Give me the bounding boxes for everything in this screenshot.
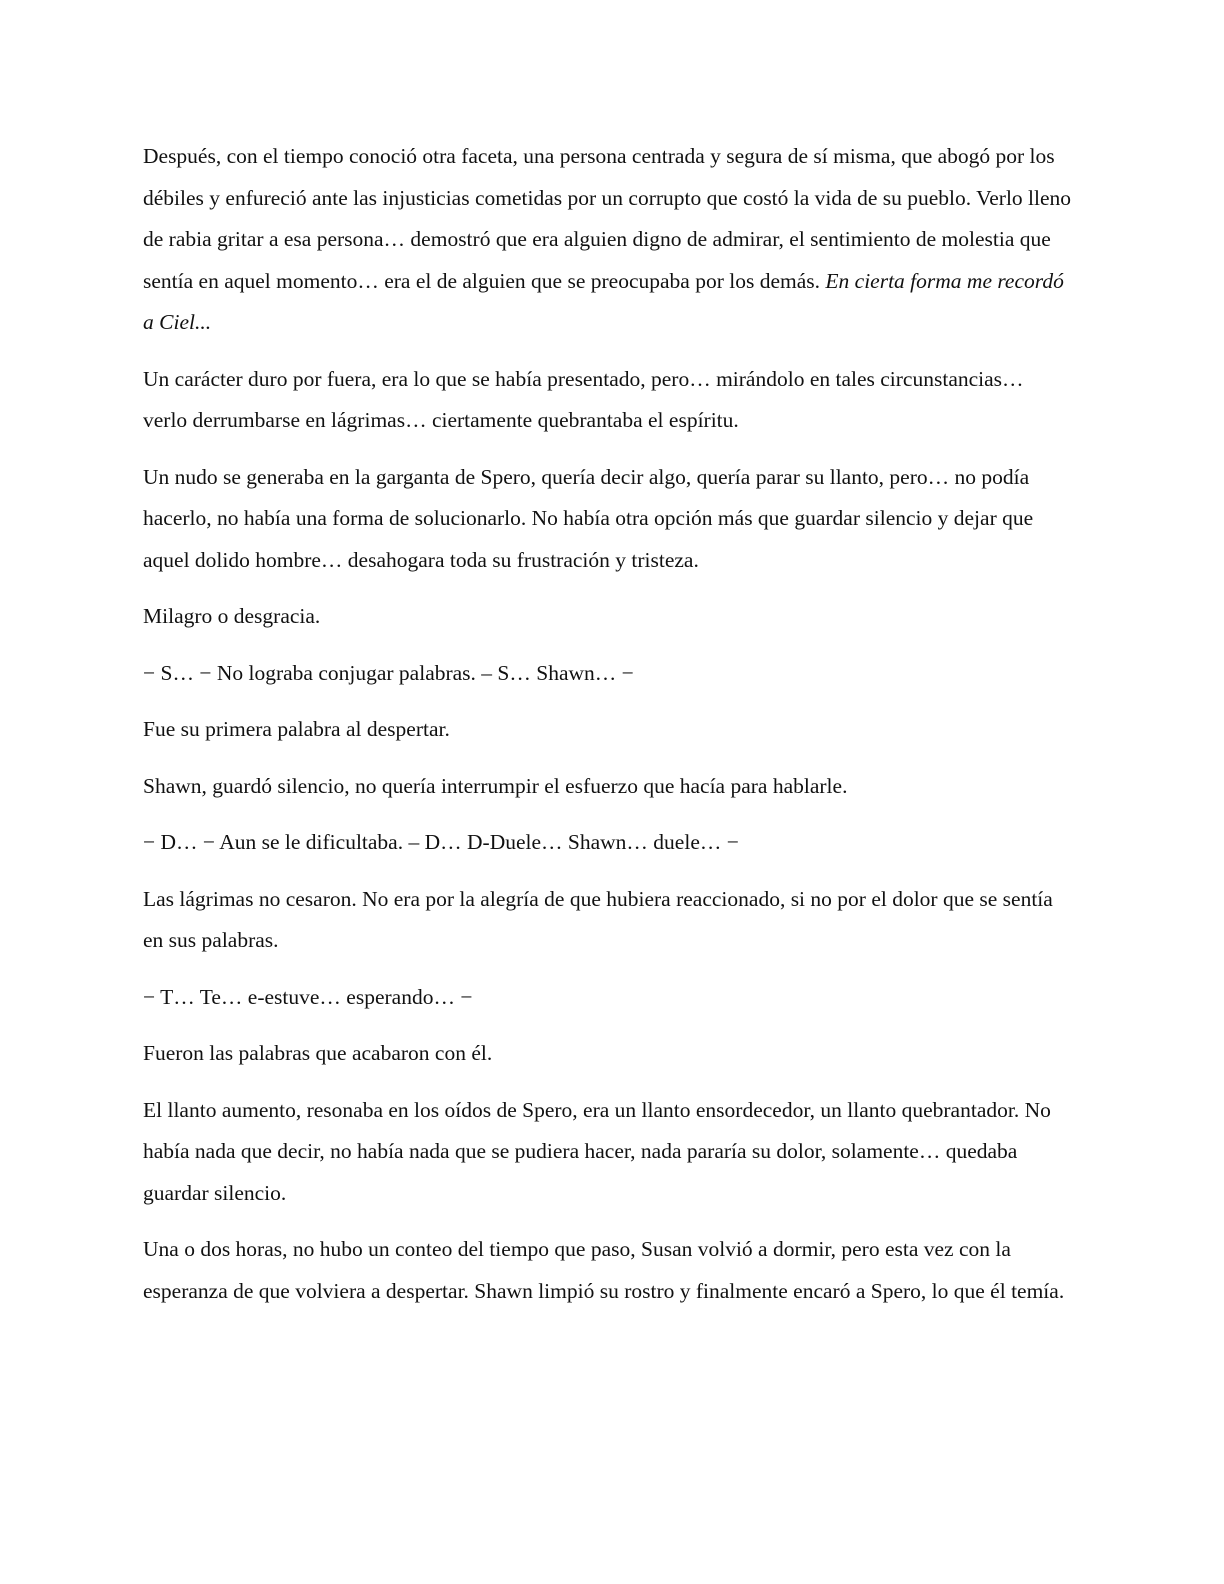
paragraph-3: Un nudo se generaba en la garganta de Spero, quería decir algo, quería parar su llanto, pero… no podía hacerlo, no había una forma de solucionarlo. No había otra opción más que guardar silencio y dejar que aquel dolido hombre… desahogara toda su frustración y tristeza. bbox=[143, 464, 1034, 572]
paragraph-7: Shawn, guardó silencio, no quería interrumpir el esfuerzo que hacía para hablarle. bbox=[143, 773, 848, 798]
paragraph-6: Fue su primera palabra al despertar. bbox=[143, 717, 450, 741]
document-page bbox=[143, 136, 1073, 1327]
paragraph-4: Milagro o desgracia. bbox=[143, 604, 321, 628]
paragraph-13: Una o dos horas, no hubo un conteo del tiempo que paso, Susan volvió a dormir, pero esta vez con la esperanza de que volviera a despertar. Shawn limpió su rostro y finalmente encaró a Spero, lo que él temía. bbox=[143, 1237, 1065, 1303]
paragraph-1-text: Después, con el tiempo conoció otra faceta, una persona centrada y segura de sí misma, que abogó por los débiles y enfureció ante las injusticias cometidas por un corrupto que costó la vida de su pueblo. Verlo lleno de rabia gritar a esa persona… demostró que era alguien digno de admirar, el sentimiento de molestia que sentía en aquel momento… era el de alguien que se preocupaba por los demás. bbox=[143, 144, 1072, 293]
paragraph-1 bbox=[143, 136, 1073, 344]
paragraph-1-italic-thought: En cierta forma me recordó a Ciel... bbox=[143, 268, 1064, 334]
paragraph-11: Fueron las palabras que acabaron con él. bbox=[143, 1041, 493, 1065]
dialogue-line-3: − T… Te… e-estuve… esperando… − bbox=[143, 984, 473, 1009]
paragraph-9: Las lágrimas no cesaron. No era por la alegría de que hubiera reaccionado, si no por el dolor que se sentía en sus palabras. bbox=[143, 886, 1053, 952]
dialogue-line-2: − D… − Aun se le dificultaba. – D… D-Duele… Shawn… duele… − bbox=[143, 830, 739, 854]
paragraph-12: El llanto aumento, resonaba en los oídos de Spero, era un llanto ensordecedor, un llanto quebrantador. No había nada que decir, no había nada que se pudiera hacer, nada pararía su dolor, solamente… quedaba guardar silencio. bbox=[143, 1097, 1051, 1205]
paragraph-2: Un carácter duro por fuera, era lo que se había presentado, pero… mirándolo en tales circunstancias… verlo derrumbarse en lágrimas… ciertamente quebrantaba el espíritu. bbox=[143, 366, 1024, 432]
dialogue-line-1: − S… − No lograba conjugar palabras. – S… Shawn… − bbox=[143, 660, 634, 685]
